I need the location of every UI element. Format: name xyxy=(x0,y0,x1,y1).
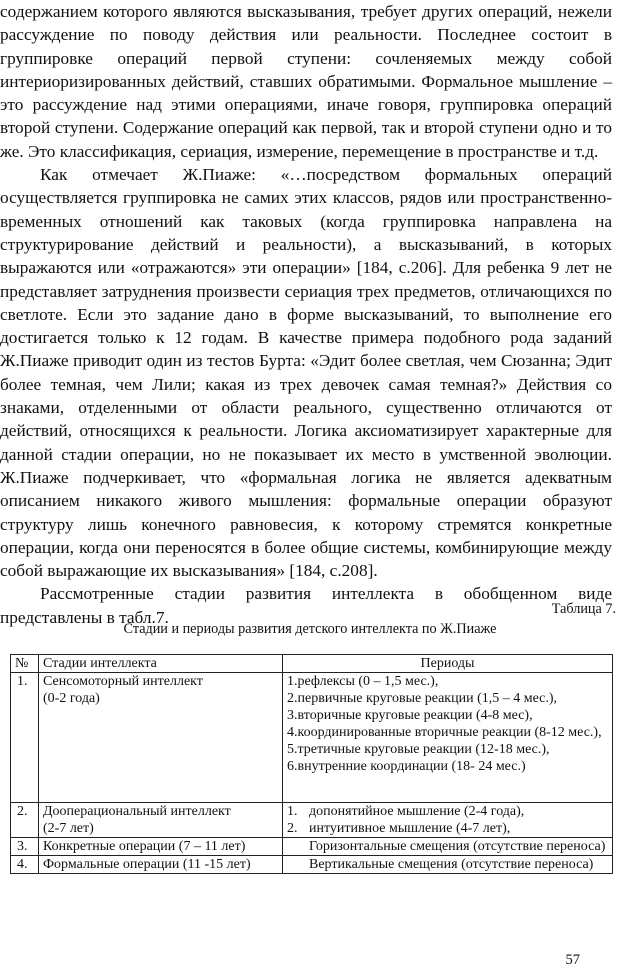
period-item: 2.первичные круговые реакции (1,5 – 4 мес.), xyxy=(287,691,558,706)
stage-name: Сенсомоторный интеллект xyxy=(43,674,203,689)
row-periods xyxy=(283,803,613,838)
row-periods xyxy=(283,673,613,803)
table-row xyxy=(11,856,613,874)
row-number: 4. xyxy=(11,856,39,874)
page-number: 57 xyxy=(565,952,580,968)
stage-age: (0-2 года) xyxy=(43,691,100,706)
header-stage: Стадии интеллекта xyxy=(39,655,283,673)
header-periods: Периоды xyxy=(283,655,613,673)
table-row xyxy=(11,838,613,856)
row-stage xyxy=(39,673,283,803)
period-item xyxy=(287,803,608,820)
period-item: 1.рефлексы (0 – 1,5 мес.), xyxy=(287,674,439,689)
period-text: допонятийное мышление (2-4 года), xyxy=(309,804,525,819)
period-item: 5.третичные круговые реакции (12-18 мес.), xyxy=(287,742,550,757)
stage-name: Дооперациональный интеллект xyxy=(43,804,231,819)
stage-age: (2-7 лет) xyxy=(43,821,94,836)
period-list xyxy=(287,803,608,837)
row-periods: Вертикальные смещения (отсутствие переноса) xyxy=(283,856,613,874)
paragraph-3: Рассмотренные стадии развития интеллекта в обобщенном виде представлены в табл.7. xyxy=(0,584,612,627)
row-number: 1. xyxy=(11,673,39,803)
paragraph-2: Как отмечает Ж.Пиаже: «…посредством формальных операций осуществляется группировка не самих этих классов, рядов или пространственно-временных отношений как таковых (когда группировка направлена на структурирование действий и реальности), а высказываний, в которых выражаются или «отражаются» эти операции» [184, с.206]. Для ребенка 9 лет не представляет затруднения произвести сериация трех предметов, отличающихся по светлоте. Если это задание дано в форме высказываний, то выполнение его достигается только к 12 годам. В качестве примера подобного рода заданий Ж.Пиаже приводит один из тестов Бурта: «Эдит более светлая, чем Сюзанна; Эдит более темная, чем Лили; какая из трех девочек самая темная?» Действия со знаками, отделенными от области реального, существенно отличаются от действий, относящихся к реальности. Логика аксиоматизирует характерные для данной стадии операции, но не показывает их место в умственной эволюции. Ж.Пиаже подчеркивает, что «формальная логика не является адекватным описанием никакого живого мышления: формальные операции образуют структуру лишь конечного равновесия, к которому стремятся конкретные операции, когда они переносятся в более общие системы, комбинирующие между собой выражающие их высказывания» [184, с.208]. xyxy=(0,165,612,581)
table-title: Стадии и периоды развития детского интеллекта по Ж.Пиаже xyxy=(123,621,497,637)
header-number: № xyxy=(11,655,39,673)
period-item: 6.внутренние координации (18- 24 мес.) xyxy=(287,759,526,774)
period-number: 1. xyxy=(287,804,298,819)
table-row xyxy=(11,673,613,803)
period-item xyxy=(287,820,608,837)
row-stage: Конкретные операции (7 – 11 лет) xyxy=(39,838,283,856)
row-periods: Горизонтальные смещения (отсутствие переноса) xyxy=(283,838,613,856)
row-number: 2. xyxy=(11,803,39,838)
period-number: 2. xyxy=(287,821,298,836)
period-item: 4.координированные вторичные реакции (8-12 мес.), xyxy=(287,725,602,740)
row-number: 3. xyxy=(11,838,39,856)
table-header-row xyxy=(11,655,613,673)
paragraph-1: содержанием которого являются высказывания, требует других операций, нежели рассуждение по поводу действия или реальности. Последнее состоит в группировке операций первой ступени: сочленяемых между собой интериоризированных действий, ставших обратимыми. Формальное мышление – это рассуждение над этими операциями, иначе говоря, группировка операций второй ступени. Содержание операций как первой, так и второй ступени одно и то же. Это классификация, сериация, измерение, перемещение в пространстве и т.д. xyxy=(0,2,612,161)
table-label: Таблица 7. xyxy=(551,601,616,617)
table-row xyxy=(11,803,613,838)
row-stage: Формальные операции (11 -15 лет) xyxy=(39,856,283,874)
period-text: интуитивное мышление (4-7 лет), xyxy=(309,821,511,836)
row-stage xyxy=(39,803,283,838)
period-item: 3.вторичные круговые реакции (4-8 мес), xyxy=(287,708,533,723)
stages-table xyxy=(10,654,613,874)
